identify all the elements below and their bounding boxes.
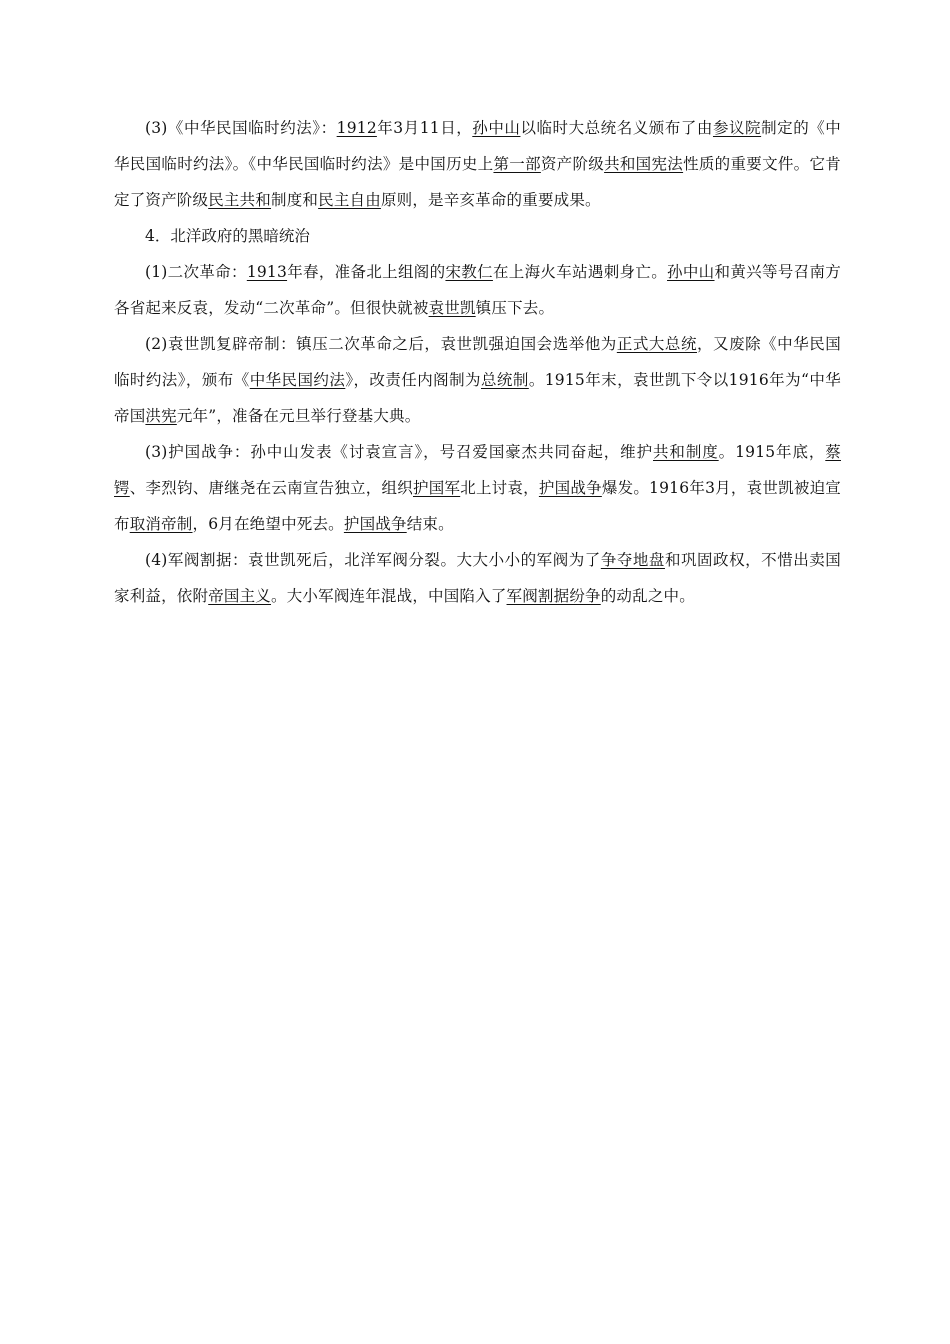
text-run: 制定的《中华民国临时约法》。《中华民国临时约法》是中国历史上 — [114, 119, 841, 173]
text-run: (1)二次革命： — [145, 263, 247, 281]
text-run: 以临时大总统名义颁布了由 — [520, 119, 713, 137]
text-run: 结束。 — [406, 515, 454, 533]
text-run: 和巩固政权，不惜出卖国家利益，依附 — [114, 551, 841, 605]
underlined-answer: 参议院 — [712, 119, 762, 137]
underlined-answer: 蔡锷 — [114, 443, 841, 497]
text-run: 的动乱之中。 — [600, 587, 695, 605]
underlined-answer: 1913 — [246, 263, 288, 281]
document-body — [114, 110, 841, 614]
underlined-answer: 洪宪 — [145, 407, 177, 425]
text-run: 。1915年底， — [718, 443, 826, 461]
text-run: (4)军阀割据：袁世凯死后，北洋军阀分裂。大大小小的军阀为了 — [145, 551, 601, 569]
underlined-answer: 护国战争 — [538, 479, 602, 497]
underlined-answer: 宋教仁 — [445, 263, 493, 281]
underlined-answer: 争夺地盘 — [600, 551, 665, 569]
text-run: ，又废除《中华民国临时约法》，颁布《 — [114, 335, 841, 389]
text-run: 。1915年末，袁世凯下令以1916年为“中华帝国 — [114, 371, 842, 425]
text-run: 原则，是辛亥革命的重要成果。 — [380, 191, 601, 209]
text-run: 制度和 — [271, 191, 319, 209]
text-run: 年春，准备北上组阁的 — [287, 263, 446, 281]
underlined-answer: 取消帝制 — [129, 515, 193, 533]
underlined-answer: 总统制 — [481, 371, 529, 389]
underlined-answer: 护国战争 — [343, 515, 407, 533]
text-run: 元年”，准备在元旦举行登基大典。 — [176, 407, 421, 425]
underlined-answer: 1912 — [336, 119, 377, 137]
paragraph-p4-2 — [114, 326, 841, 434]
text-run: (3)《中华民国临时约法》： — [145, 119, 337, 137]
text-run: 性质的重要文件。它肯定了资产阶级 — [114, 155, 841, 209]
underlined-answer: 民主自由 — [318, 191, 381, 209]
underlined-answer: 共和国宪法 — [604, 155, 684, 173]
text-run: (3)护国战争：孙中山发表《讨袁宣言》，号召爱国豪杰共同奋起，维护 — [145, 443, 653, 461]
underlined-answer: 孙中山 — [667, 263, 715, 281]
paragraph-p4-4 — [114, 542, 841, 614]
underlined-answer: 孙中山 — [472, 119, 521, 137]
text-run: 》，改责任内阁制为 — [345, 371, 481, 389]
text-run: 镇压下去。 — [475, 299, 555, 317]
underlined-answer: 共和制度 — [653, 443, 719, 461]
underlined-answer: 民主共和 — [208, 191, 272, 209]
underlined-answer: 袁世凯 — [428, 299, 476, 317]
underlined-answer: 正式大总统 — [616, 335, 697, 353]
text-run: (2)袁世凯复辟帝制：镇压二次革命之后，袁世凯强迫国会选举他为 — [145, 335, 617, 353]
paragraph-p4-1 — [114, 254, 841, 326]
text-run: ，6月在绝望中死去。 — [192, 515, 344, 533]
text-run: 年3月11日， — [376, 119, 473, 137]
text-run: 4．北洋政府的黑暗统治 — [145, 227, 310, 245]
text-run: 和黄兴等号召南方各省起来反袁，发动“二次革命”。但很快就被 — [114, 263, 841, 317]
underlined-answer: 第一部 — [493, 155, 541, 173]
text-run: 北上讨袁， — [460, 479, 539, 497]
underlined-answer: 军阀割据纷争 — [506, 587, 601, 605]
text-run: 爆发。1916年3月，袁世凯被迫宣布 — [114, 479, 842, 533]
text-run: 。大小军阀连年混战，中国陷入了 — [271, 587, 507, 605]
text-run: 资产阶级 — [540, 155, 605, 173]
paragraph-p3 — [114, 110, 841, 218]
text-run: 在上海火车站遇刺身亡。 — [492, 263, 668, 281]
underlined-answer: 护国军 — [412, 479, 461, 497]
text-run: 、李烈钧、唐继尧在云南宣告独立，组织 — [129, 479, 413, 497]
underlined-answer: 中华民国约法 — [249, 371, 346, 389]
underlined-answer: 帝国主义 — [208, 587, 272, 605]
section-heading — [114, 218, 841, 254]
paragraph-p4-3 — [114, 434, 841, 542]
